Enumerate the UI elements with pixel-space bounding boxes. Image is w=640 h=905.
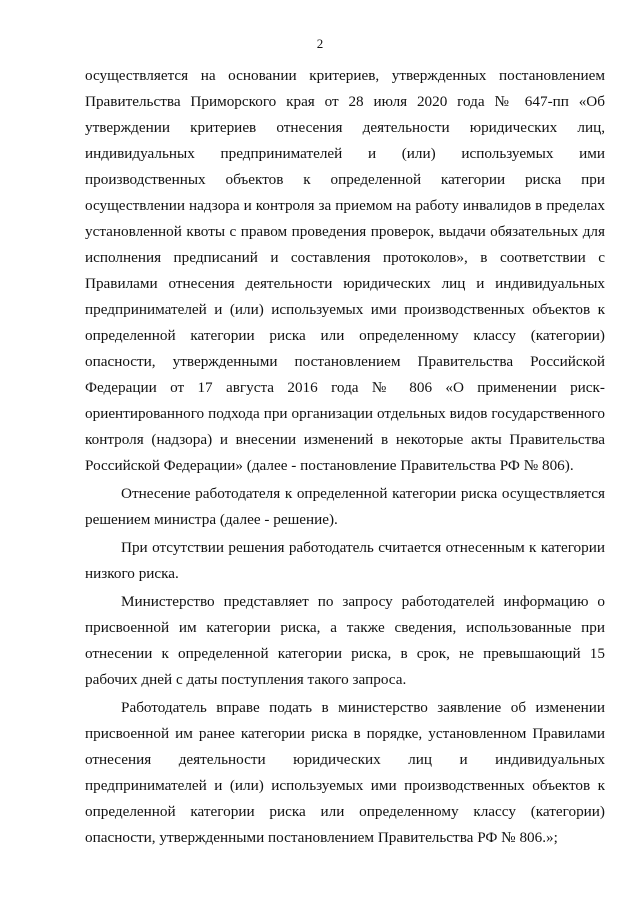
page-number: 2 — [316, 36, 324, 51]
paragraph-2: Отнесение работодателя к определенной категории риска осуществляется решением министра (далее - решение). — [85, 485, 605, 528]
paragraph-5: Работодатель вправе подать в министерство заявление об изменении присвоенной им ранее категории риска в порядке, установленном Правилами отнесения деятельности юридических лиц и индивидуальных предпринимателей и (или) используемых ими производственных объектов к определенной категории риска или определенному классу (категории) опасности, утвержденными постановлением Правительства РФ № 806.»; — [85, 699, 605, 846]
document-body — [85, 63, 605, 851]
paragraph-3: При отсутствии решения работодатель считается отнесенным к категории низкого риска. — [85, 539, 605, 582]
paragraph-1: осуществляется на основании критериев, утвержденных постановлением Правительства Приморского края от 28 июля 2020 года № 647-пп «Об утверждении критериев отнесения деятельности юридических лиц, индивидуальных предпринимателей и (или) используемых ими производственных объектов к определенной категории риска при осуществлении надзора и контроля за приемом на работу инвалидов в пределах установленной квоты с правом проведения проверок, выдачи обязательных для исполнения предписаний и составления протоколов», в соответствии с Правилами отнесения деятельности юридических лиц и индивидуальных предпринимателей и (или) используемых ими производственных объектов к определенной категории риска или определенному классу (категории) опасности, утвержденными постановлением Правительства Российской Федерации от 17 августа 2016 года № 806 «О применении риск-ориентированного подхода при организации отдельных видов государственного контроля (надзора) и внесении изменений в некоторые акты Правительства Российской Федерации» (далее - постановление Правительства РФ № 806). — [85, 67, 605, 474]
paragraph-4: Министерство представляет по запросу работодателей информацию о присвоенной им категории риска, а также сведения, использованные при отнесении к определенной категории риска, в срок, не превышающий 15 рабочих дней с даты поступления такого запроса. — [85, 593, 605, 688]
